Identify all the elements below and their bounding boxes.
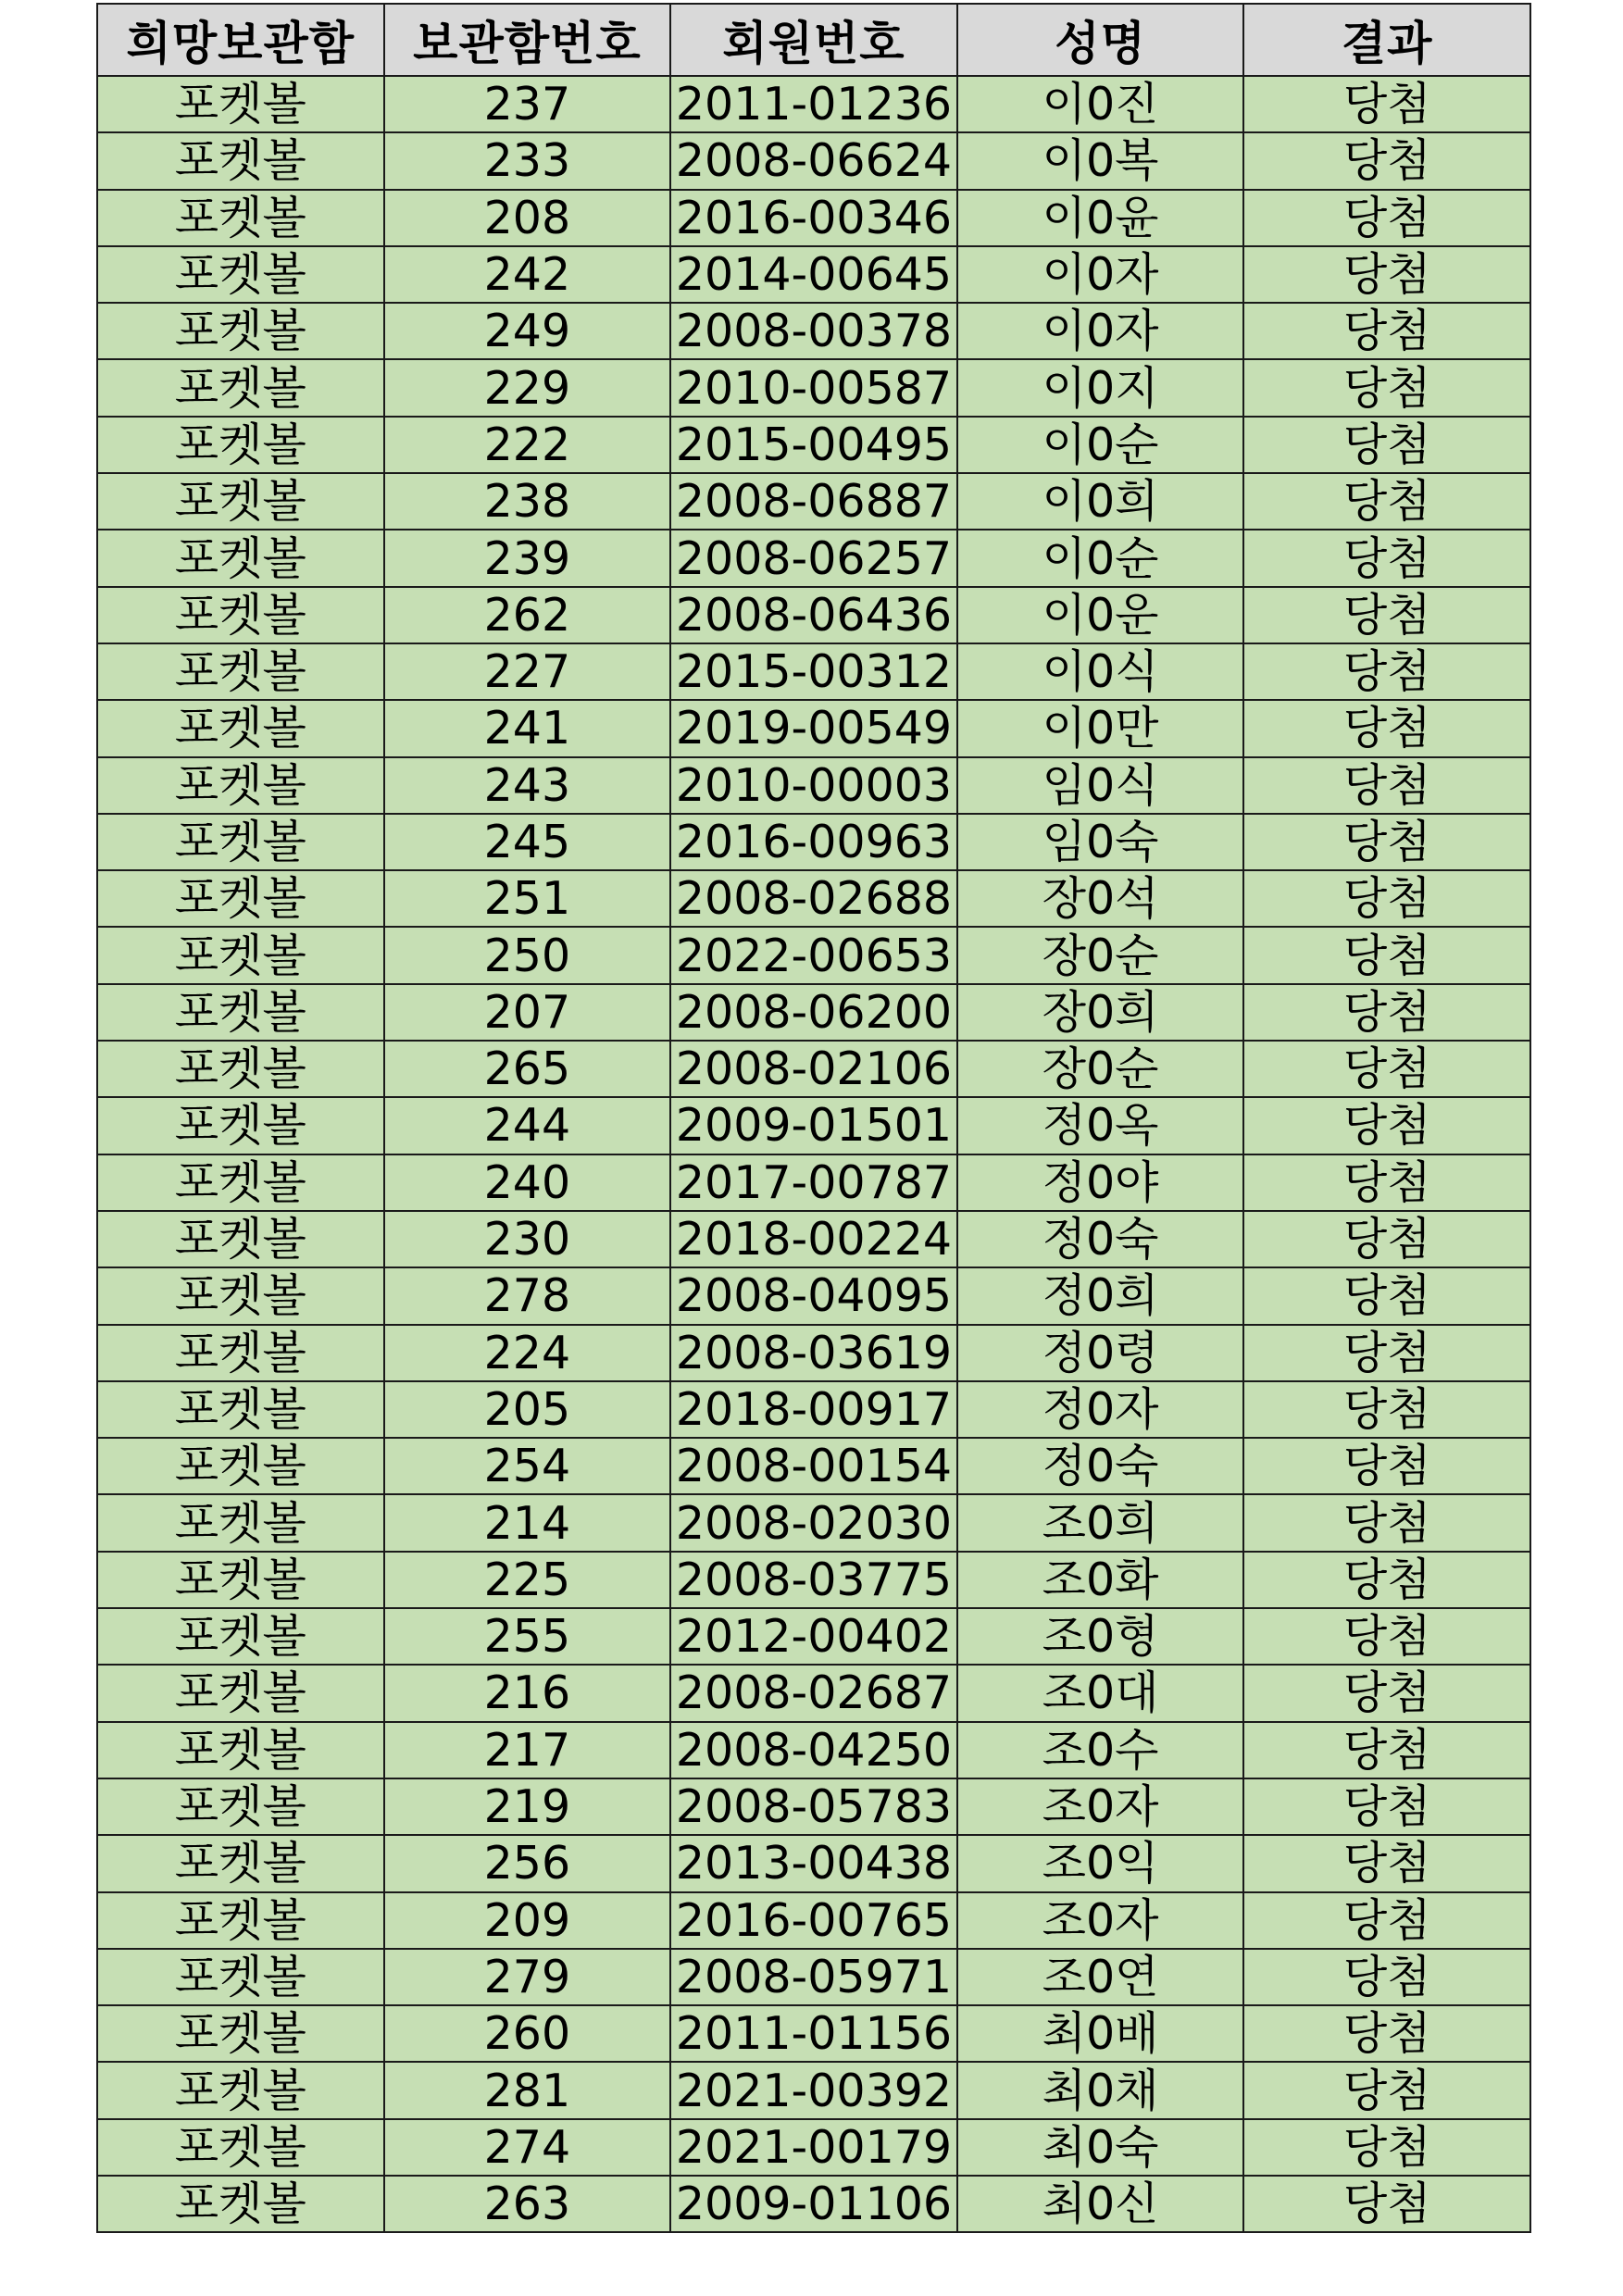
cell-locker-number: 249 [384, 303, 671, 359]
table-row [97, 1381, 1530, 1438]
header-locker-type: 희망보관함 [97, 4, 384, 76]
cell-result: 당첨 [1243, 1267, 1530, 1324]
table-row [97, 1665, 1530, 1721]
cell-locker-type: 포켓볼 [97, 2005, 384, 2062]
lottery-result-table [96, 3, 1531, 2233]
cell-member-number: 2012-00402 [670, 1608, 957, 1665]
cell-member-number: 2016-00765 [670, 1892, 957, 1949]
cell-member-number: 2015-00312 [670, 643, 957, 700]
cell-locker-number: 263 [384, 2176, 671, 2232]
cell-result: 당첨 [1243, 1494, 1530, 1551]
cell-locker-type: 포켓볼 [97, 132, 384, 189]
cell-result: 당첨 [1243, 1835, 1530, 1891]
cell-result: 당첨 [1243, 1665, 1530, 1721]
cell-locker-number: 216 [384, 1665, 671, 1721]
cell-result: 당첨 [1243, 984, 1530, 1041]
cell-result: 당첨 [1243, 1041, 1530, 1097]
cell-name: 조0자 [957, 1778, 1244, 1835]
cell-locker-number: 278 [384, 1267, 671, 1324]
table-row [97, 190, 1530, 246]
table-row [97, 870, 1530, 927]
table-row [97, 1154, 1530, 1211]
header-row [97, 4, 1530, 76]
cell-result: 당첨 [1243, 587, 1530, 643]
table-row [97, 1211, 1530, 1267]
cell-locker-type: 포켓볼 [97, 1778, 384, 1835]
cell-member-number: 2008-03619 [670, 1325, 957, 1381]
cell-name: 이0순 [957, 417, 1244, 473]
cell-locker-type: 포켓볼 [97, 1211, 384, 1267]
cell-member-number: 2018-00224 [670, 1211, 957, 1267]
table-row [97, 1608, 1530, 1665]
cell-member-number: 2008-06624 [670, 132, 957, 189]
table-row [97, 1892, 1530, 1949]
cell-member-number: 2008-06887 [670, 473, 957, 530]
cell-name: 최0배 [957, 2005, 1244, 2062]
cell-locker-number: 227 [384, 643, 671, 700]
cell-locker-number: 274 [384, 2119, 671, 2176]
cell-result: 당첨 [1243, 76, 1530, 132]
cell-member-number: 2008-04250 [670, 1722, 957, 1778]
cell-name: 이0복 [957, 132, 1244, 189]
cell-member-number: 2021-00392 [670, 2062, 957, 2118]
cell-result: 당첨 [1243, 1778, 1530, 1835]
cell-name: 정0숙 [957, 1438, 1244, 1494]
cell-locker-number: 230 [384, 1211, 671, 1267]
cell-name: 이0순 [957, 530, 1244, 586]
cell-result: 당첨 [1243, 643, 1530, 700]
cell-locker-number: 205 [384, 1381, 671, 1438]
table-row [97, 1325, 1530, 1381]
cell-locker-type: 포켓볼 [97, 1267, 384, 1324]
cell-locker-type: 포켓볼 [97, 1892, 384, 1949]
table-row [97, 1949, 1530, 2005]
table-row [97, 1097, 1530, 1154]
cell-member-number: 2008-04095 [670, 1267, 957, 1324]
cell-member-number: 2021-00179 [670, 2119, 957, 2176]
cell-locker-number: 207 [384, 984, 671, 1041]
cell-locker-type: 포켓볼 [97, 927, 384, 983]
table-row [97, 757, 1530, 814]
cell-member-number: 2008-05971 [670, 1949, 957, 2005]
cell-locker-number: 255 [384, 1608, 671, 1665]
cell-locker-number: 260 [384, 2005, 671, 2062]
cell-result: 당첨 [1243, 1892, 1530, 1949]
cell-locker-type: 포켓볼 [97, 757, 384, 814]
table-row [97, 1835, 1530, 1891]
cell-member-number: 2016-00963 [670, 814, 957, 870]
table-row [97, 700, 1530, 756]
cell-name: 장0순 [957, 1041, 1244, 1097]
cell-locker-number: 225 [384, 1552, 671, 1608]
cell-result: 당첨 [1243, 1552, 1530, 1608]
cell-member-number: 2013-00438 [670, 1835, 957, 1891]
cell-locker-number: 250 [384, 927, 671, 983]
cell-locker-number: 281 [384, 2062, 671, 2118]
cell-locker-number: 245 [384, 814, 671, 870]
cell-name: 장0순 [957, 927, 1244, 983]
cell-locker-type: 포켓볼 [97, 1097, 384, 1154]
cell-name: 임0식 [957, 757, 1244, 814]
cell-locker-type: 포켓볼 [97, 473, 384, 530]
cell-name: 이0식 [957, 643, 1244, 700]
cell-locker-type: 포켓볼 [97, 700, 384, 756]
cell-member-number: 2008-06257 [670, 530, 957, 586]
cell-locker-type: 포켓볼 [97, 190, 384, 246]
cell-name: 조0형 [957, 1608, 1244, 1665]
cell-result: 당첨 [1243, 757, 1530, 814]
cell-locker-type: 포켓볼 [97, 1552, 384, 1608]
cell-locker-type: 포켓볼 [97, 1041, 384, 1097]
cell-result: 당첨 [1243, 359, 1530, 416]
cell-locker-number: 244 [384, 1097, 671, 1154]
cell-locker-number: 233 [384, 132, 671, 189]
cell-member-number: 2008-03775 [670, 1552, 957, 1608]
cell-name: 정0자 [957, 1381, 1244, 1438]
cell-result: 당첨 [1243, 246, 1530, 303]
header-name: 성명 [957, 4, 1244, 76]
cell-result: 당첨 [1243, 1438, 1530, 1494]
cell-name: 정0야 [957, 1154, 1244, 1211]
cell-name: 정0옥 [957, 1097, 1244, 1154]
table-row [97, 1041, 1530, 1097]
cell-locker-number: 279 [384, 1949, 671, 2005]
cell-member-number: 2017-00787 [670, 1154, 957, 1211]
table-row [97, 76, 1530, 132]
cell-name: 조0대 [957, 1665, 1244, 1721]
cell-locker-number: 208 [384, 190, 671, 246]
cell-result: 당첨 [1243, 1381, 1530, 1438]
cell-name: 정0숙 [957, 1211, 1244, 1267]
cell-result: 당첨 [1243, 2176, 1530, 2232]
table-row [97, 587, 1530, 643]
cell-locker-number: 239 [384, 530, 671, 586]
table-row [97, 473, 1530, 530]
cell-name: 조0연 [957, 1949, 1244, 2005]
cell-result: 당첨 [1243, 1154, 1530, 1211]
cell-result: 당첨 [1243, 814, 1530, 870]
cell-name: 이0자 [957, 246, 1244, 303]
cell-name: 장0석 [957, 870, 1244, 927]
cell-result: 당첨 [1243, 1325, 1530, 1381]
cell-locker-type: 포켓볼 [97, 1835, 384, 1891]
cell-result: 당첨 [1243, 1722, 1530, 1778]
cell-locker-type: 포켓볼 [97, 587, 384, 643]
cell-name: 이0운 [957, 587, 1244, 643]
cell-result: 당첨 [1243, 700, 1530, 756]
cell-name: 조0자 [957, 1892, 1244, 1949]
table-row [97, 1778, 1530, 1835]
cell-result: 당첨 [1243, 2005, 1530, 2062]
table-row [97, 1722, 1530, 1778]
cell-result: 당첨 [1243, 2119, 1530, 2176]
table-row [97, 2119, 1530, 2176]
cell-locker-type: 포켓볼 [97, 303, 384, 359]
cell-locker-number: 241 [384, 700, 671, 756]
cell-locker-number: 242 [384, 246, 671, 303]
cell-locker-number: 214 [384, 1494, 671, 1551]
header-result: 결과 [1243, 4, 1530, 76]
cell-locker-type: 포켓볼 [97, 643, 384, 700]
cell-locker-type: 포켓볼 [97, 1381, 384, 1438]
cell-result: 당첨 [1243, 870, 1530, 927]
cell-locker-type: 포켓볼 [97, 1665, 384, 1721]
table-row [97, 2005, 1530, 2062]
cell-locker-number: 243 [384, 757, 671, 814]
cell-member-number: 2010-00587 [670, 359, 957, 416]
cell-locker-number: 240 [384, 1154, 671, 1211]
cell-result: 당첨 [1243, 927, 1530, 983]
cell-name: 최0채 [957, 2062, 1244, 2118]
cell-member-number: 2008-05783 [670, 1778, 957, 1835]
cell-result: 당첨 [1243, 1211, 1530, 1267]
cell-member-number: 2010-00003 [670, 757, 957, 814]
results-sheet [96, 3, 1529, 2233]
cell-locker-number: 209 [384, 1892, 671, 1949]
cell-locker-type: 포켓볼 [97, 1608, 384, 1665]
table-row [97, 2062, 1530, 2118]
cell-result: 당첨 [1243, 303, 1530, 359]
cell-result: 당첨 [1243, 1097, 1530, 1154]
cell-locker-type: 포켓볼 [97, 246, 384, 303]
cell-result: 당첨 [1243, 132, 1530, 189]
cell-locker-number: 237 [384, 76, 671, 132]
cell-locker-number: 254 [384, 1438, 671, 1494]
cell-name: 최0신 [957, 2176, 1244, 2232]
cell-locker-number: 265 [384, 1041, 671, 1097]
cell-member-number: 2008-00154 [670, 1438, 957, 1494]
cell-name: 이0진 [957, 76, 1244, 132]
cell-result: 당첨 [1243, 530, 1530, 586]
cell-member-number: 2022-00653 [670, 927, 957, 983]
cell-member-number: 2008-02030 [670, 1494, 957, 1551]
cell-locker-number: 238 [384, 473, 671, 530]
cell-name: 임0숙 [957, 814, 1244, 870]
table-row [97, 2176, 1530, 2232]
table-row [97, 927, 1530, 983]
cell-name: 조0화 [957, 1552, 1244, 1608]
table-row [97, 643, 1530, 700]
cell-name: 정0령 [957, 1325, 1244, 1381]
cell-member-number: 2019-00549 [670, 700, 957, 756]
cell-member-number: 2008-00378 [670, 303, 957, 359]
table-row [97, 530, 1530, 586]
cell-locker-type: 포켓볼 [97, 1438, 384, 1494]
table-row [97, 814, 1530, 870]
cell-locker-type: 포켓볼 [97, 1722, 384, 1778]
cell-name: 최0숙 [957, 2119, 1244, 2176]
cell-locker-type: 포켓볼 [97, 1325, 384, 1381]
cell-locker-number: 222 [384, 417, 671, 473]
cell-result: 당첨 [1243, 2062, 1530, 2118]
cell-name: 조0익 [957, 1835, 1244, 1891]
cell-locker-number: 224 [384, 1325, 671, 1381]
cell-member-number: 2009-01501 [670, 1097, 957, 1154]
cell-locker-number: 262 [384, 587, 671, 643]
cell-result: 당첨 [1243, 417, 1530, 473]
cell-locker-type: 포켓볼 [97, 2062, 384, 2118]
cell-result: 당첨 [1243, 473, 1530, 530]
cell-member-number: 2009-01106 [670, 2176, 957, 2232]
cell-result: 당첨 [1243, 1949, 1530, 2005]
table-row [97, 1438, 1530, 1494]
cell-locker-number: 217 [384, 1722, 671, 1778]
cell-locker-type: 포켓볼 [97, 530, 384, 586]
table-row [97, 132, 1530, 189]
cell-member-number: 2014-00645 [670, 246, 957, 303]
cell-locker-type: 포켓볼 [97, 1949, 384, 2005]
table-row [97, 1267, 1530, 1324]
cell-locker-number: 219 [384, 1778, 671, 1835]
cell-result: 당첨 [1243, 190, 1530, 246]
table-row [97, 417, 1530, 473]
table-body [97, 76, 1530, 2232]
cell-name: 장0희 [957, 984, 1244, 1041]
cell-name: 조0수 [957, 1722, 1244, 1778]
cell-name: 조0희 [957, 1494, 1244, 1551]
cell-member-number: 2008-06436 [670, 587, 957, 643]
cell-locker-type: 포켓볼 [97, 984, 384, 1041]
cell-member-number: 2011-01156 [670, 2005, 957, 2062]
cell-locker-number: 229 [384, 359, 671, 416]
cell-locker-type: 포켓볼 [97, 76, 384, 132]
cell-member-number: 2011-01236 [670, 76, 957, 132]
cell-name: 이0지 [957, 359, 1244, 416]
table-row [97, 1494, 1530, 1551]
cell-member-number: 2008-06200 [670, 984, 957, 1041]
cell-locker-type: 포켓볼 [97, 2119, 384, 2176]
cell-member-number: 2015-00495 [670, 417, 957, 473]
cell-locker-number: 251 [384, 870, 671, 927]
table-row [97, 984, 1530, 1041]
cell-name: 이0윤 [957, 190, 1244, 246]
cell-member-number: 2008-02106 [670, 1041, 957, 1097]
table-row [97, 246, 1530, 303]
cell-locker-type: 포켓볼 [97, 417, 384, 473]
cell-member-number: 2018-00917 [670, 1381, 957, 1438]
cell-locker-type: 포켓볼 [97, 2176, 384, 2232]
cell-member-number: 2008-02688 [670, 870, 957, 927]
cell-locker-number: 256 [384, 1835, 671, 1891]
cell-name: 이0만 [957, 700, 1244, 756]
cell-name: 이0희 [957, 473, 1244, 530]
cell-locker-type: 포켓볼 [97, 870, 384, 927]
cell-result: 당첨 [1243, 1608, 1530, 1665]
cell-locker-type: 포켓볼 [97, 1494, 384, 1551]
cell-locker-type: 포켓볼 [97, 359, 384, 416]
header-locker-number: 보관함번호 [384, 4, 671, 76]
table-row [97, 1552, 1530, 1608]
table-row [97, 303, 1530, 359]
header-member-number: 회원번호 [670, 4, 957, 76]
table-header [97, 4, 1530, 76]
cell-name: 이0자 [957, 303, 1244, 359]
cell-member-number: 2008-02687 [670, 1665, 957, 1721]
cell-member-number: 2016-00346 [670, 190, 957, 246]
cell-name: 정0희 [957, 1267, 1244, 1324]
table-row [97, 359, 1530, 416]
cell-locker-type: 포켓볼 [97, 814, 384, 870]
cell-locker-type: 포켓볼 [97, 1154, 384, 1211]
